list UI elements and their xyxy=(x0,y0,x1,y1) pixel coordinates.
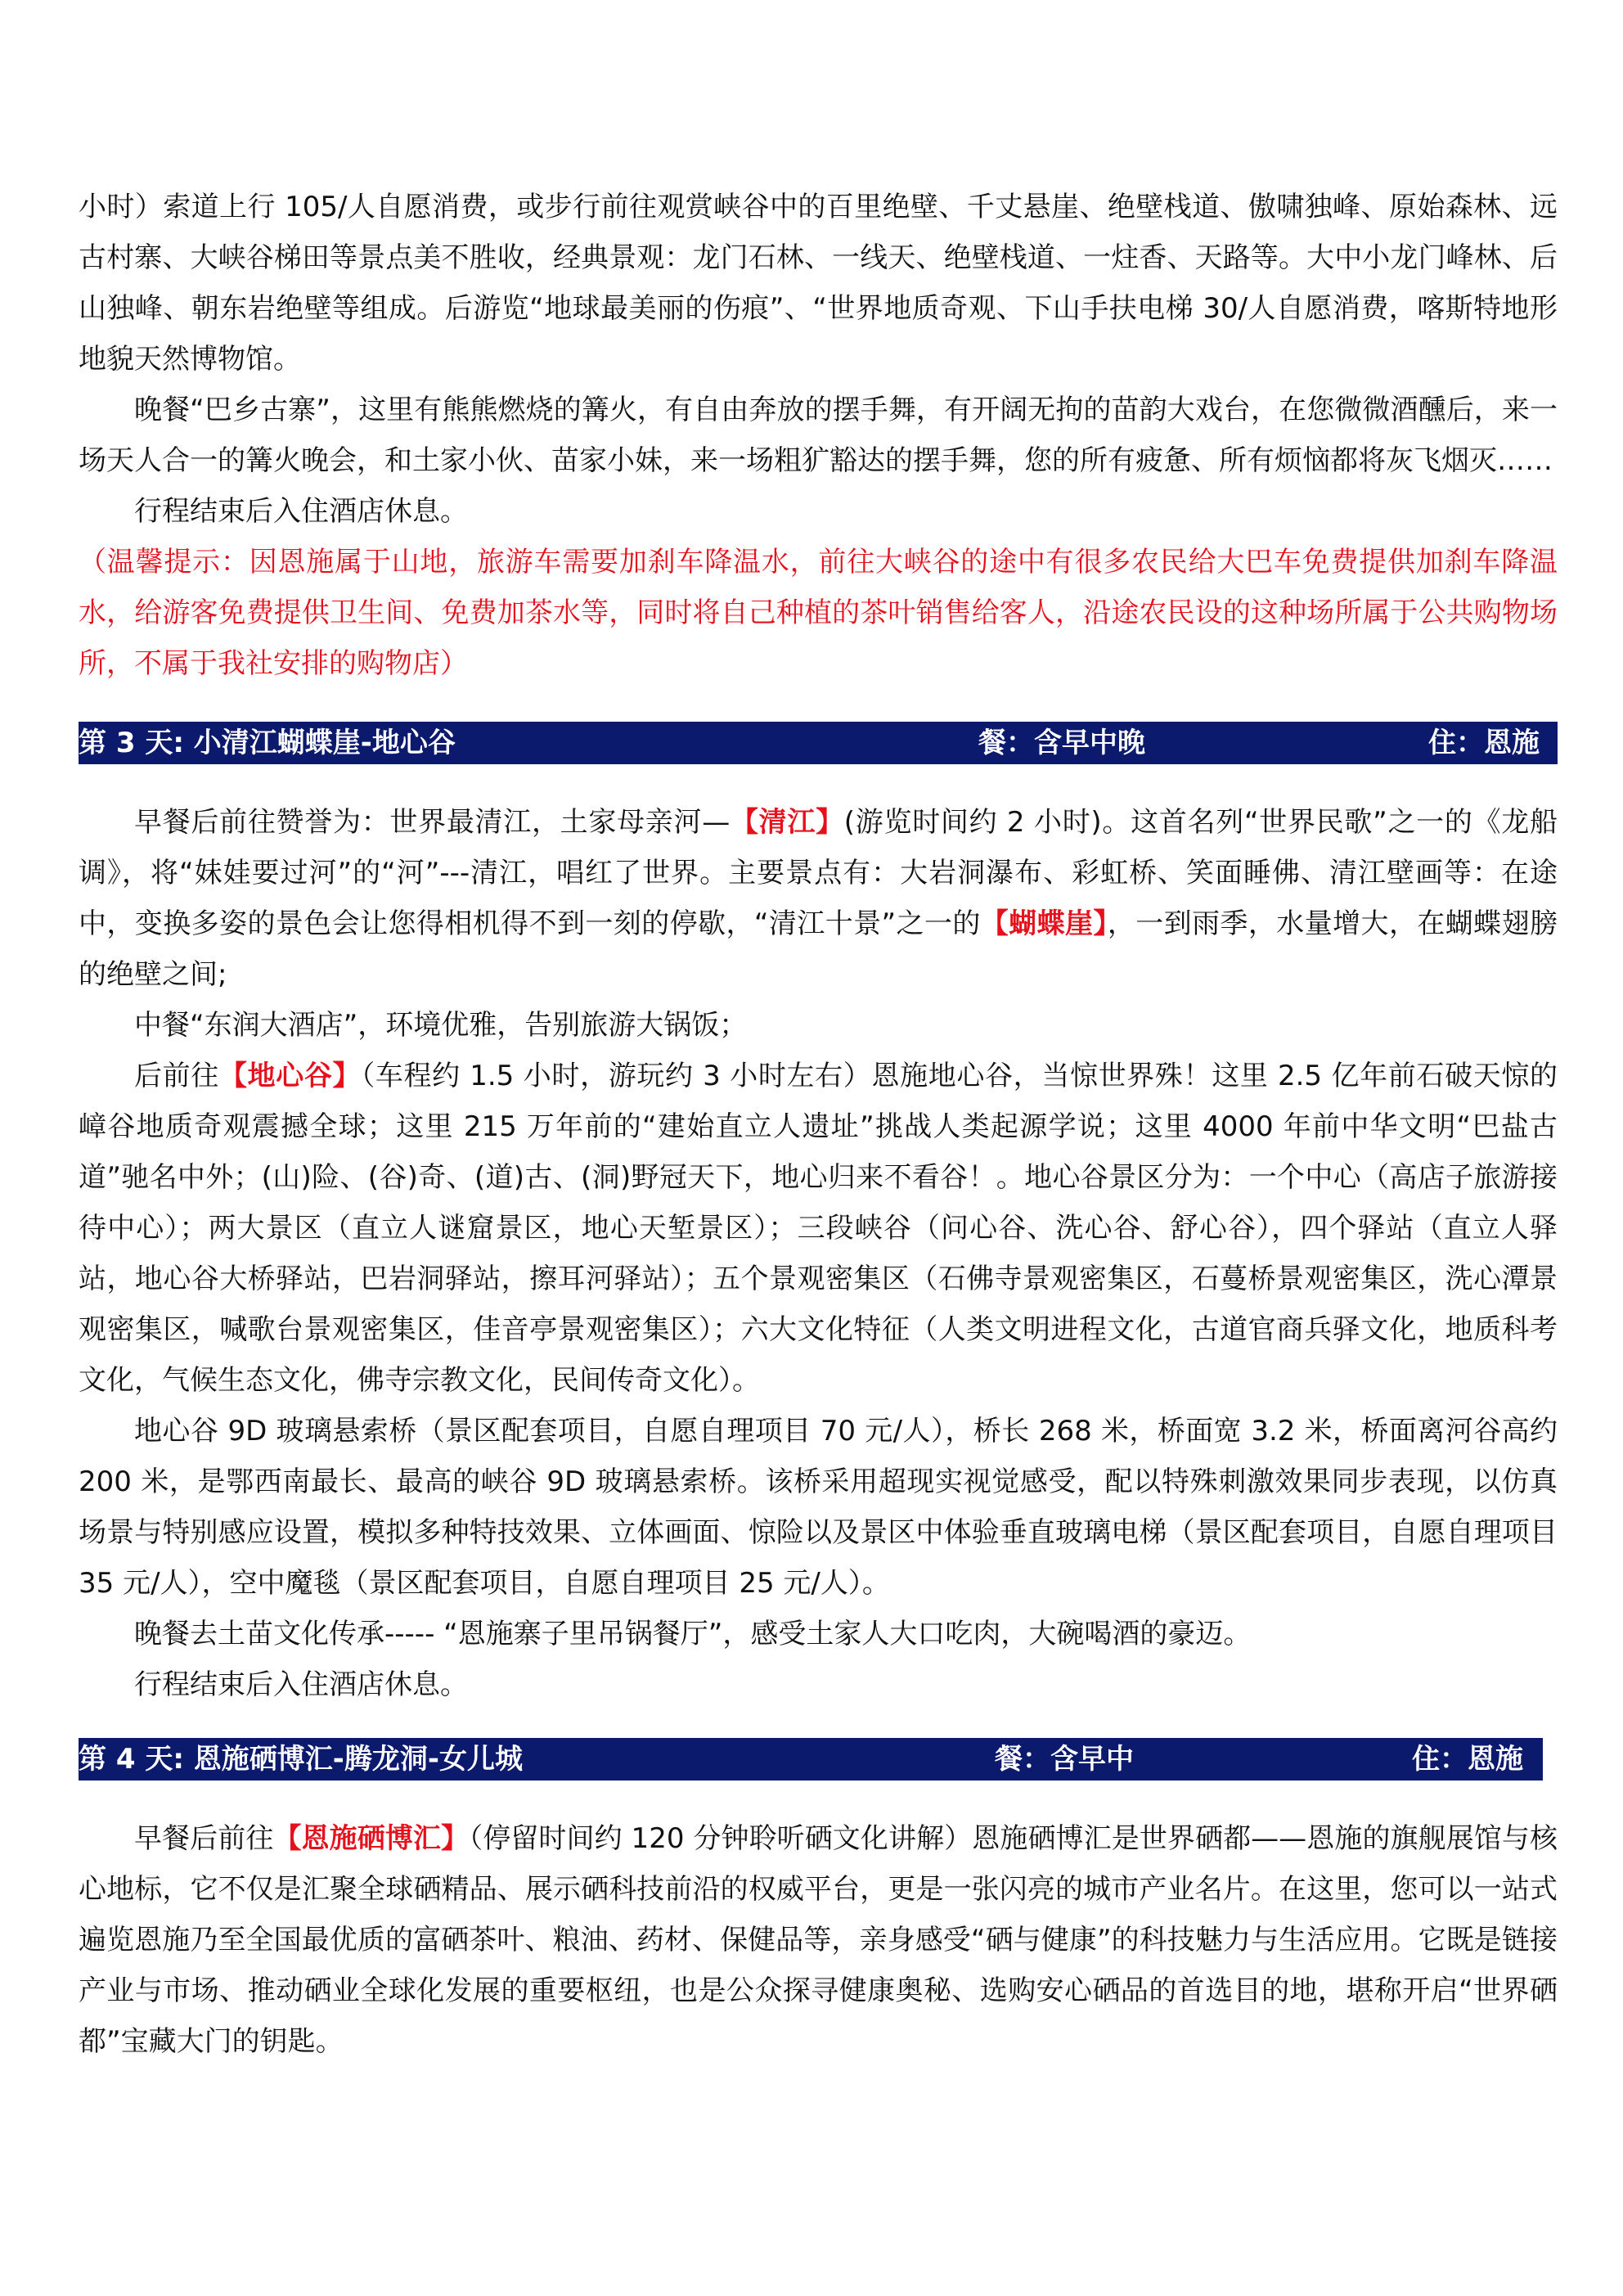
text-run: ，一到雨季，水量增大，在蝴蝶翅膀的绝壁之间; xyxy=(79,907,1558,991)
day4-body xyxy=(79,1813,1558,2067)
text-run: (游览时间约 2 小时)。这首名列“世界民歌”之一的《龙船调》，将“妹娃要过河”的“河”---清江，唱红了世界。主要景点有：大岩洞瀑布、彩虹桥、笑面睡佛、清江壁画等：在途中，变换多姿的景色会让您得相机得不到一刻的停歇，“清江十景”之一的 xyxy=(79,806,1558,940)
intro-paragraph-1: 小时）索道上行 105/人自愿消费，或步行前往观赏峡谷中的百里绝壁、千丈悬崖、绝壁栈道、傲啸独峰、原始森林、远古村寨、大峡谷梯田等景点美不胜收，经典景观：龙门石林、一线天、绝壁栈道、一炷香、天路等。大中小龙门峰林、后山独峰、朝东岩绝壁等组成。后游览“地球最美丽的伤痕”、“世界地质奇观、下山手扶电梯 30/人自愿消费，喀斯特地形地貌天然博物馆。 xyxy=(79,191,1558,376)
day4-meals: 餐：含早中 xyxy=(995,1743,1134,1776)
day4-stay: 住：恩施 xyxy=(1412,1743,1523,1776)
day4-title: 第 4 天: 恩施硒博汇-腾龙洞-女儿城 xyxy=(79,1743,523,1776)
day3-body xyxy=(79,797,1558,1710)
day4-paragraph-selenium-expo xyxy=(79,1813,1558,2067)
day3-title: 第 3 天: 小清江蝴蝶崖-地心谷 xyxy=(79,727,456,759)
highlight-qingjiang: 【清江】 xyxy=(730,806,844,839)
intro-paragraph-dinner: 晚餐“巴乡古寨”，这里有熊熊燃烧的篝火，有自由奔放的摆手舞，有开阔无拘的苗韵大戏台，在您微微酒醺后，来一场天人合一的篝火晚会，和土家小伙、苗家小妹，来一场粗犷豁达的摆手舞，您的所有疲惫、所有烦恼都将灰飞烟灭…… xyxy=(79,394,1558,477)
day3-paragraph-dixingu xyxy=(79,1051,1558,1406)
day3-paragraph-glass-bridge: 地心谷 9D 玻璃悬索桥（景区配套项目，自愿自理项目 70 元/人），桥长 268 米，桥面宽 3.2 米，桥面离河谷高约 200 米，是鄂西南最长、最高的峡谷 9D 玻璃悬索桥。该桥采用超现实视觉感受，配以特殊刺激效果同步表现，以仿真场景与特别感应设置，模拟多种特技效果、立体画面、惊险以及景区中体验垂直玻璃电梯（景区配套项目，自愿自理项目 35 元/人），空中魔毯（景区配套项目，自愿自理项目 25 元/人）。 xyxy=(79,1415,1558,1600)
highlight-selenium-expo: 【恩施硒博汇】 xyxy=(273,1822,470,1855)
day3-stay: 住：恩施 xyxy=(1428,727,1540,759)
itinerary-page xyxy=(79,182,1558,2067)
day3-meals: 餐：含早中晚 xyxy=(978,727,1145,759)
day4-header-bar xyxy=(79,1738,1543,1781)
day3-header-bar xyxy=(79,722,1558,764)
day3-paragraph-qingjiang xyxy=(79,797,1558,1000)
text-run: （停留时间约 120 分钟聆听硒文化讲解）恩施硒博汇是世界硒都——恩施的旗舰展馆与核心地标，它不仅是汇聚全球硒精品、展示硒科技前沿的权威平台，更是一张闪亮的城市产业名片。在这里，您可以一站式遍览恩施乃至全国最优质的富硒茶叶、粮油、药材、保健品等，亲身感受“硒与健康”的科技魅力与生活应用。它既是链接产业与市场、推动硒业全球化发展的重要枢纽，也是公众探寻健康奥秘、选购安心硒品的首选目的地，堪称开启“世界硒都”宝藏大门的钥匙。 xyxy=(79,1822,1558,2058)
warning-note: （温馨提示：因恩施属于山地，旅游车需要加刹车降温水，前往大峡谷的途中有很多农民给大巴车免费提供加刹车降温水，给游客免费提供卫生间、免费加茶水等，同时将自己种植的茶叶销售给客人，沿途农民设的这种场所属于公共购物场所，不属于我社安排的购物店） xyxy=(79,546,1558,680)
text-run: 早餐后前往 xyxy=(134,1822,274,1855)
day3-paragraph-dinner: 晚餐去土苗文化传承----- “恩施寨子里吊锅餐厅”，感受土家人大口吃肉，大碗喝酒的豪迈。 xyxy=(134,1618,1252,1650)
intro-paragraph-rest: 行程结束后入住酒店休息。 xyxy=(134,495,468,528)
text-run: 后前往 xyxy=(134,1060,219,1092)
highlight-butterfly-cliff: 【蝴蝶崖】 xyxy=(980,907,1108,940)
text-run: 早餐后前往赞誉为：世界最清江，土家母亲河— xyxy=(134,806,731,839)
day3-paragraph-lunch: 中餐“东润大酒店”，环境优雅，告别旅游大锅饭； xyxy=(134,1009,748,1042)
text-run: （车程约 1.5 小时，游玩约 3 小时左右）恩施地心谷，当惊世界殊！这里 2.5 亿年前石破天惊的嶂谷地质奇观震撼全球；这里 215 万年前的“建始直立人遗址”挑战人类起源学说；这里 4000 年前中华文明“巴盐古道”驰名中外；(山)险、(谷)奇、(道)古、(洞)野冠天下，地心归来不看谷！。地心谷景区分为：一个中心（高店子旅游接待中心）；两大景区（直立人谜窟景区，地心天堑景区）；三段峡谷（问心谷、洗心谷、舒心谷），四个驿站（直立人驿站，地心谷大桥驿站，巴岩洞驿站，擦耳河驿站）；五个景观密集区（石佛寺景观密集区，石蔓桥景观密集区，洗心潭景观密集区，喊歌台景观密集区，佳音亭景观密集区）；六大文化特征（人类文明进程文化，古道官商兵驿文化，地质科考文化，气候生态文化，佛寺宗教文化，民间传奇文化）。 xyxy=(79,1060,1558,1397)
day3-paragraph-rest: 行程结束后入住酒店休息。 xyxy=(134,1668,468,1701)
highlight-dixingu: 【地心谷】 xyxy=(218,1060,362,1092)
